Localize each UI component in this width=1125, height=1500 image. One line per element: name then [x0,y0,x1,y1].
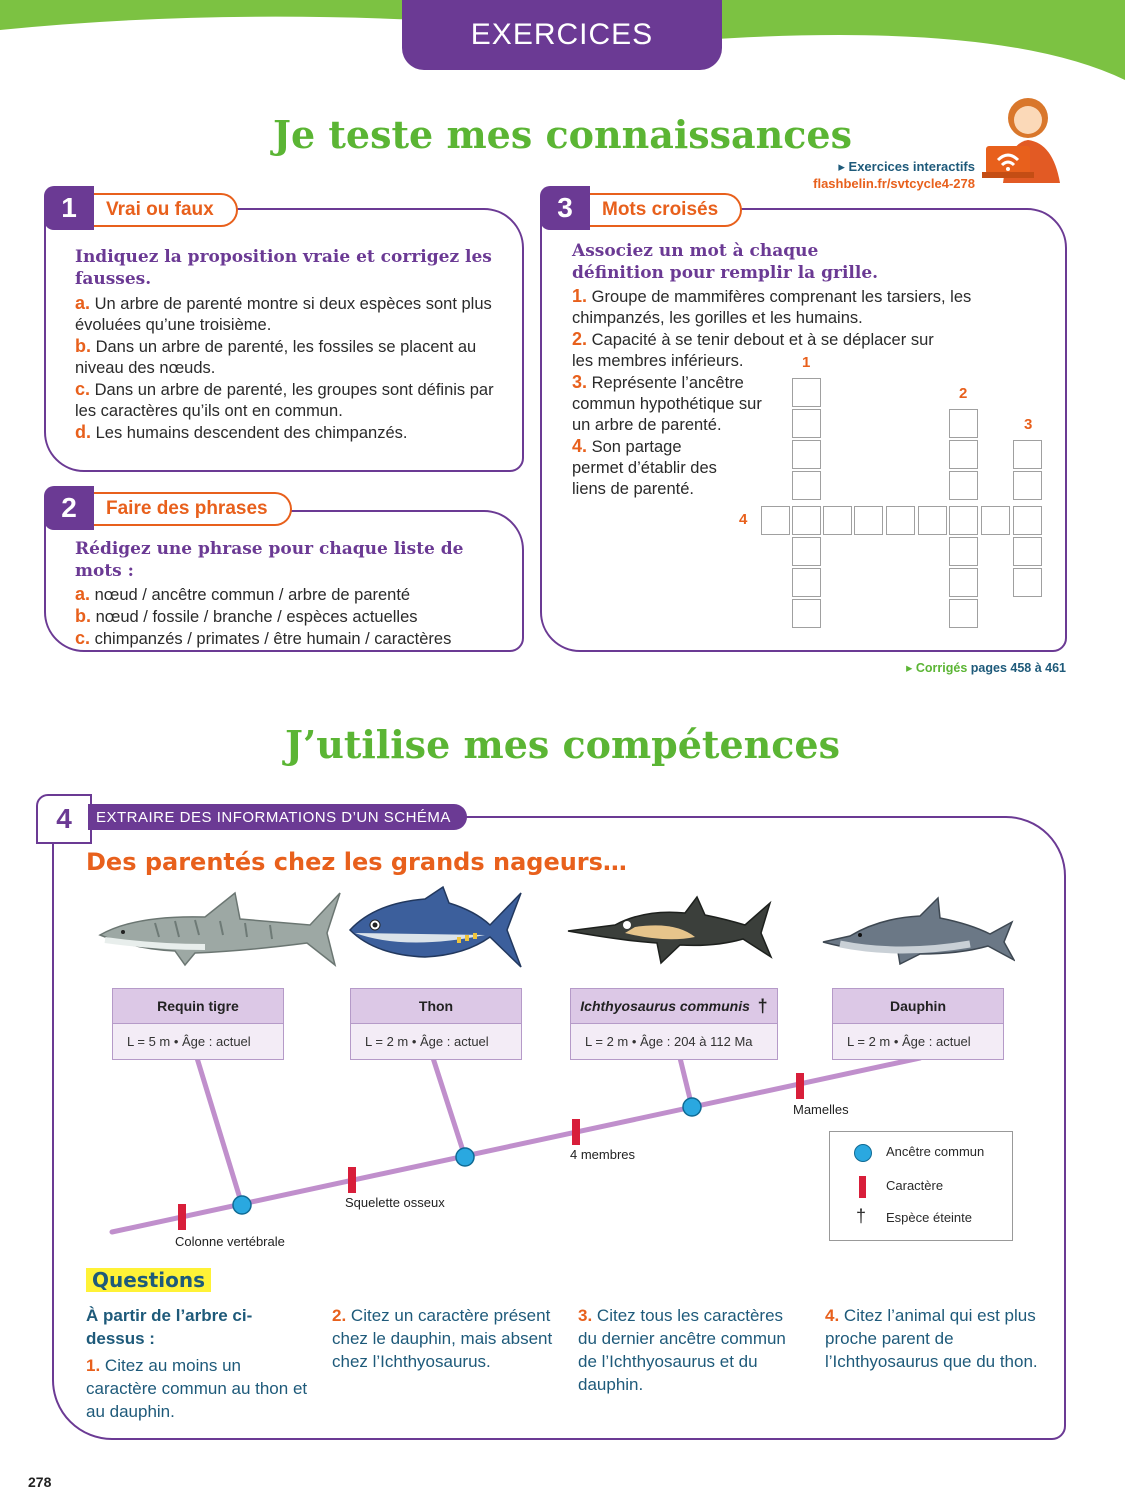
exercise-2-instruction: Rédigez une phrase pour chaque liste de mots : [75,539,464,581]
exercise-3-number: 3 [540,186,590,230]
ex3-def-3: 3. Représente l’ancêtre commun hypothétique sur un arbre de parenté. [572,372,762,434]
ichthyosaurus-icon [565,885,775,970]
ex1-item-d: d. Les humains descendent des chimpanzés. [75,422,408,442]
crossword-cell[interactable] [1013,471,1042,500]
tree-branch-tuna [433,1058,465,1157]
tuna-icon [345,885,530,970]
card-info: L = 5 m • Âge : actuel [113,1024,283,1059]
ancestor-legend-icon [854,1144,872,1162]
exercise-4-number: 4 [36,794,92,844]
tree-branch-shark [197,1058,242,1205]
crossword-number-1: 1 [802,354,811,371]
ancestor-node [456,1148,474,1166]
crossword-cell[interactable] [792,599,821,628]
crossword-cell[interactable] [949,409,978,438]
tiger-shark-icon [95,885,345,970]
legend [829,1131,1013,1241]
extinct-dagger-icon: † [757,995,768,1016]
card-ichthyosaurus [570,988,778,1060]
crossword-cell[interactable] [854,506,883,535]
legend-extinct-label: Espèce éteinte [886,1210,973,1225]
ex3-def-4: 4. Son partage permet d’établir des liens de parenté. [572,436,717,498]
section-title-knowledge: Je teste mes connaissances [272,112,853,157]
answers-pages: pages 458 à 461 [970,661,1066,675]
banner-label: EXERCICES [470,18,654,51]
card-title: Thon [351,989,521,1024]
crossword-cell[interactable] [949,506,978,535]
crossword-cell[interactable] [1013,506,1042,535]
ancestor-node [683,1098,701,1116]
question-4: 4. Citez l’animal qui est plus proche parent de l’Ichthyosaurus que du thon. [825,1306,1038,1371]
ex3-def-1: 1. Groupe de mammifères comprenant les tarsiers, les chimpanzés, les gorilles et les humains. [572,286,972,327]
ex2-item-a: a. nœud / ancêtre commun / arbre de parenté [75,584,411,604]
exercise-1-label: Vrai ou faux [94,193,238,227]
question-1: À partir de l’arbre ci-dessus : 1. Citez au moins un caractère commun au thon et au dauphin. [86,1306,308,1421]
character-label-bony-skeleton: Squelette osseux [345,1195,445,1210]
exercise-3-instruction: Associez un mot à chaque définition pour remplir la grille. [572,241,879,283]
crossword-cell[interactable] [761,506,790,535]
crossword-number-3: 3 [1024,416,1033,433]
exercise-4-label: EXTRAIRE DES INFORMATIONS D’UN SCHÉMA [88,804,467,830]
ex1-item-c: c. Dans un arbre de parenté, les groupes sont définis par les caractères qu’ils ont en commun. [75,379,494,420]
crossword-cell[interactable] [886,506,915,535]
exercise-1-instruction: Indiquez la proposition vraie et corrigez les fausses. [75,247,492,289]
ex2-item-c: c. chimpanzés / primates / être humain / caractères [75,628,452,648]
crossword-cell[interactable] [792,471,821,500]
card-title: Requin tigre [113,989,283,1024]
dagger-legend-icon: † [856,1206,867,1226]
ex3-def-2: 2. Capacité à se tenir debout et à se déplacer sur les membres inférieurs. [572,329,934,370]
page-number: 278 [28,1474,52,1490]
card-dolphin [832,988,1004,1060]
questions-intro: À partir de l’arbre ci-dessus : [86,1306,253,1348]
exercise-3-label: Mots croisés [590,193,742,227]
crossword-cell[interactable] [1013,537,1042,566]
card-info: L = 2 m • Âge : 204 à 112 Ma [571,1024,777,1059]
exercise-2-label: Faire des phrases [94,492,292,526]
crossword-number-4: 4 [739,511,748,528]
ancestor-node [233,1196,251,1214]
crossword-cell[interactable] [792,568,821,597]
character-mark-spine [178,1204,186,1230]
crossword-cell[interactable] [949,599,978,628]
exercise-2-number: 2 [44,486,94,530]
ex2-item-b: b. nœud / fossile / branche / espèces actuelles [75,606,418,626]
crossword-cell[interactable] [949,537,978,566]
crossword-cell[interactable] [949,440,978,469]
character-label-spine: Colonne vertébrale [175,1234,285,1249]
ex1-item-b: b. Dans un arbre de parenté, les fossiles se placent au niveau des nœuds. [75,336,477,377]
crossword-cell[interactable] [1013,440,1042,469]
crossword-cell[interactable] [949,568,978,597]
section-title-skills: J’utilise mes compétences [284,722,840,767]
crossword-cell[interactable] [949,471,978,500]
exercices-banner [402,0,722,70]
answers-label: ▸ Corrigés [906,661,968,675]
character-label-four-limbs: 4 membres [570,1147,636,1162]
girl-laptop-illustration [978,88,1078,188]
interactive-url[interactable]: flashbelin.fr/svtcycle4-278 [813,176,975,191]
crossword-cell[interactable] [792,506,821,535]
character-mark-mammary [796,1073,804,1099]
crossword-cell[interactable] [792,409,821,438]
question-2: 2. Citez un caractère présent chez le dauphin, mais absent chez l’Ichthyosaurus. [332,1306,553,1371]
interactive-label: ▸ Exercices interactifs [838,159,975,174]
crossword-cell[interactable] [823,506,852,535]
card-title: Dauphin [833,989,1003,1024]
dolphin-icon [820,890,1015,965]
crossword-cell[interactable] [918,506,947,535]
card-info: L = 2 m • Âge : actuel [351,1024,521,1059]
card-tuna [350,988,522,1060]
crossword-cell[interactable] [792,378,821,407]
character-label-mammary: Mamelles [793,1102,849,1117]
character-legend-icon [859,1176,866,1198]
interactive-link[interactable] [790,158,975,192]
crossword-cell[interactable] [1013,568,1042,597]
card-info: L = 2 m • Âge : actuel [833,1024,1003,1059]
character-mark-four-limbs [572,1119,580,1145]
card-tiger-shark [112,988,284,1060]
crossword-cell[interactable] [981,506,1010,535]
crossword-cell[interactable] [792,537,821,566]
card-title: Ichthyosaurus communis † [571,989,777,1024]
exercise-4-subtitle: Des parentés chez les grands nageurs… [86,848,627,876]
legend-character-label: Caractère [886,1178,944,1193]
crossword-cell[interactable] [792,440,821,469]
crossword-number-2: 2 [959,385,968,402]
questions-heading: Questions [86,1268,211,1292]
exercise-1-number: 1 [44,186,94,230]
answers-reference[interactable] [880,660,1066,675]
ex1-item-a: a. Un arbre de parenté montre si deux espèces sont plus évoluées qu’une troisième. [75,293,492,334]
legend-ancestor-label: Ancêtre commun [886,1144,985,1159]
character-mark-bony-skeleton [348,1167,356,1193]
question-3: 3. Citez tous les caractères du dernier ancêtre commun de l’Ichthyosaurus et du dauphin. [578,1306,786,1394]
